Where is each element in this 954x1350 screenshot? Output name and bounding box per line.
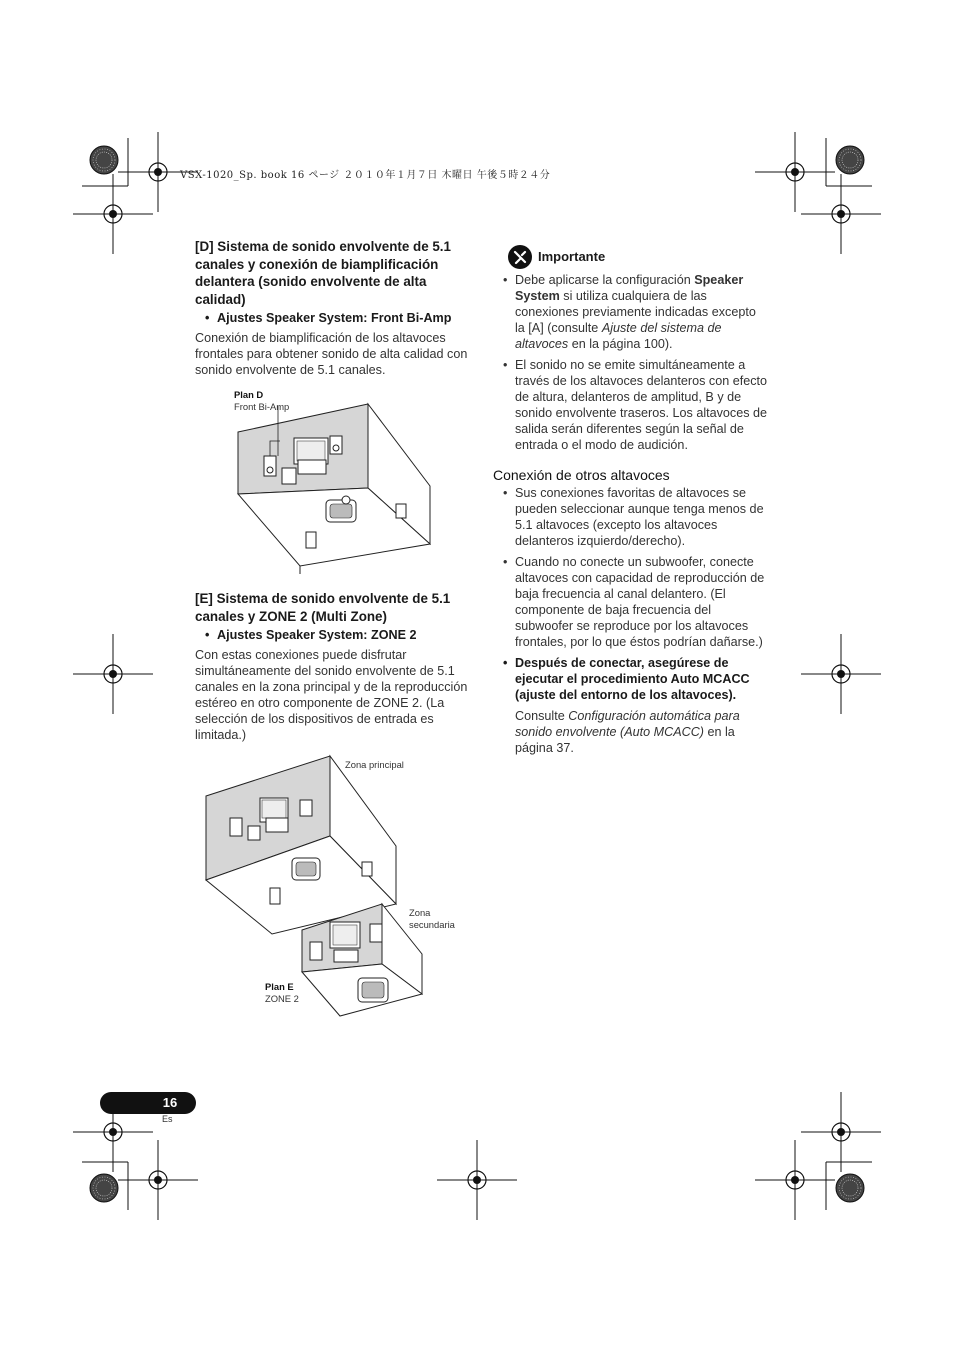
figure-e-main-zone-label: Zona principal — [345, 759, 404, 770]
figure-d-plan: Plan D — [234, 389, 264, 400]
section-e-settings: • Ajustes Speaker System: ZONE 2 — [205, 627, 471, 643]
page-number: 16 — [162, 1095, 178, 1110]
figure-e-rooms — [200, 754, 430, 1024]
figure-e-plan: Plan E — [265, 981, 294, 992]
importante-bullet-1-e: en la página 100). — [568, 337, 673, 351]
conexion-note-c: en la página 37. — [515, 725, 735, 755]
figure-d-mode: Front Bi-Amp — [234, 401, 290, 412]
conexion-bullet-2: • Cuando no conecte un subwoofer, conecte altavoces con capacidad de reproducción de baja frecuencia al canal delantero. (El componente de baja frecuencia del subwoofer se reproduce por los altavoces frontales, por lo que éstos podrían dañarse.) — [493, 554, 769, 650]
conexion-title: Conexión de otros altavoces — [493, 467, 670, 483]
importante-bullet-1-b: Speaker System — [515, 273, 744, 303]
figure-e-mode: ZONE 2 — [265, 993, 299, 1004]
conexion-note — [493, 708, 769, 756]
warning-icon — [507, 244, 533, 270]
importante-heading — [493, 244, 769, 270]
importante-bullet-1-a: Debe aplicarse la configuración — [515, 273, 695, 287]
importante-bullet-1-c: si utiliza cualquiera de las conexiones previamente indicadas excepto la [A] (consulte — [515, 289, 756, 335]
running-header: VSX-1020_Sp. book 16 ページ ２０１０年１月７日 木曜日 午後５時２４分 — [180, 170, 551, 181]
conexion-note-a: Consulte — [515, 709, 569, 723]
conexion-note-b: Configuración automática para sonido envolvente (Auto MCACC) — [515, 709, 740, 739]
left-column-e — [195, 590, 471, 743]
importante-bullet-2: • El sonido no se emite simultáneamente a través de los altavoces delanteros con efecto de altura, delanteros de amplitud, B y de sonido envolvente traseros. Los altavoces de salida serán diferentes según la señal de entrada o el modo de audición. — [493, 357, 769, 453]
conexion-bullet-1: • Sus conexiones favoritas de altavoces se pueden seleccionar aunque tenga menos de 5.1 altavoces (excepto los altavoces delanteros izquierdo/derecho). — [493, 485, 769, 549]
section-d-settings: • Ajustes Speaker System: Front Bi-Amp — [205, 310, 471, 326]
figure-d-room — [230, 396, 440, 576]
importante-bullet-1 — [493, 272, 769, 352]
figure-e-sub-zone-2: secundaria — [409, 919, 455, 930]
section-d-body: Conexión de biamplificación de los altavoces frontales para obtener sonido de alta calidad con sonido envolvente de 5.1 canales. — [195, 331, 468, 378]
section-e-title: [E] Sistema de sonido envolvente de 5.1 canales y ZONE 2 (Multi Zone) — [195, 591, 451, 624]
section-e-body: Con estas conexiones puede disfrutar simultáneamente del sonido envolvente de 5.1 canales en la zona principal y de la reproducción estéreo en otro componente de ZONE 2. (La selección de los dispositivos de entrada es limitada.) — [195, 648, 468, 743]
page-language: Es — [162, 1114, 173, 1124]
right-column — [493, 244, 769, 756]
importante-title: Importante — [538, 249, 606, 264]
section-d-title: [D] Sistema de sonido envolvente de 5.1 canales y conexión de biamplificación delantera (sonido envolvente de alta calidad) — [195, 239, 451, 307]
importante-list — [493, 272, 769, 453]
conexion-list — [493, 485, 769, 703]
importante-bullet-1-d: Ajuste del sistema de altavoces — [515, 321, 722, 351]
figure-e-sub-zone-1: Zona — [409, 907, 431, 918]
conexion-bullet-3: • Después de conectar, asegúrese de ejecutar el procedimiento Auto MCACC (ajuste del entorno de los altavoces). — [493, 655, 769, 703]
left-column — [195, 238, 471, 378]
